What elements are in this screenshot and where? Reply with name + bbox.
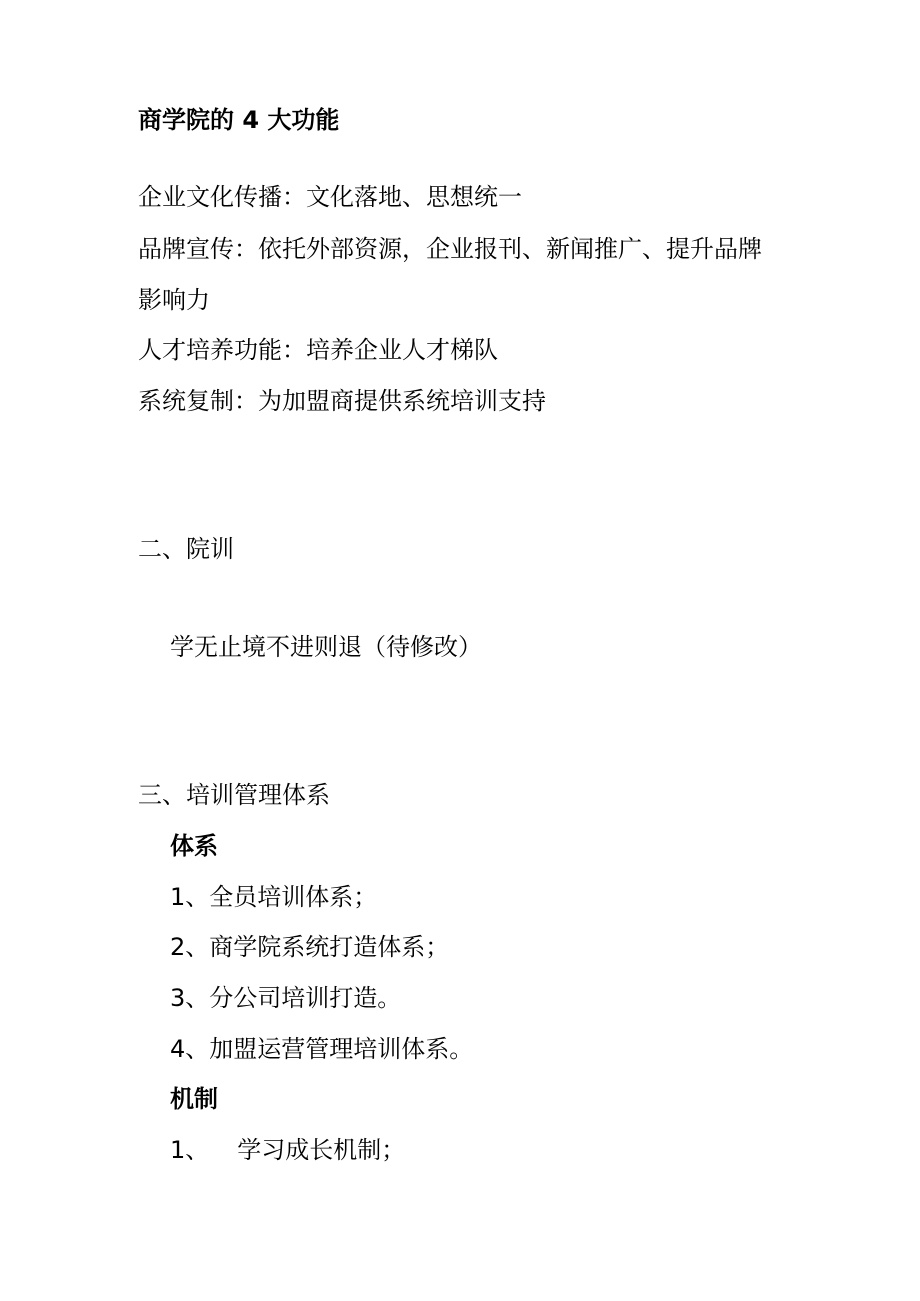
- system-subheading: 体系: [170, 832, 218, 860]
- document-heading: 商学院的 4 大功能: [138, 106, 340, 134]
- mechanism-item-number: 1、: [170, 1136, 210, 1164]
- function-culture: 企业文化传播：文化落地、思想统一: [138, 183, 522, 211]
- section-2-title: 二、院训: [138, 535, 234, 563]
- mechanism-subheading: 机制: [170, 1085, 218, 1113]
- system-item-3: 3、分公司培训打造。: [170, 984, 402, 1012]
- function-brand-continued: 影响力: [138, 286, 210, 314]
- academy-motto: 学无止境不进则退（待修改）: [170, 633, 482, 661]
- system-item-4: 4、加盟运营管理培训体系。: [170, 1035, 474, 1063]
- function-brand: 品牌宣传：依托外部资源，企业报刊、新闻推广、提升品牌: [138, 235, 762, 263]
- function-system-replication: 系统复制：为加盟商提供系统培训支持: [138, 387, 546, 415]
- mechanism-item-text: 学习成长机制；: [237, 1136, 406, 1164]
- system-item-2: 2、商学院系统打造体系；: [170, 933, 450, 961]
- function-talent: 人才培养功能：培养企业人才梯队: [138, 336, 498, 364]
- system-item-1: 1、全员培训体系；: [170, 883, 378, 911]
- section-3-title: 三、培训管理体系: [138, 781, 330, 809]
- mechanism-item-1: [170, 1134, 405, 1166]
